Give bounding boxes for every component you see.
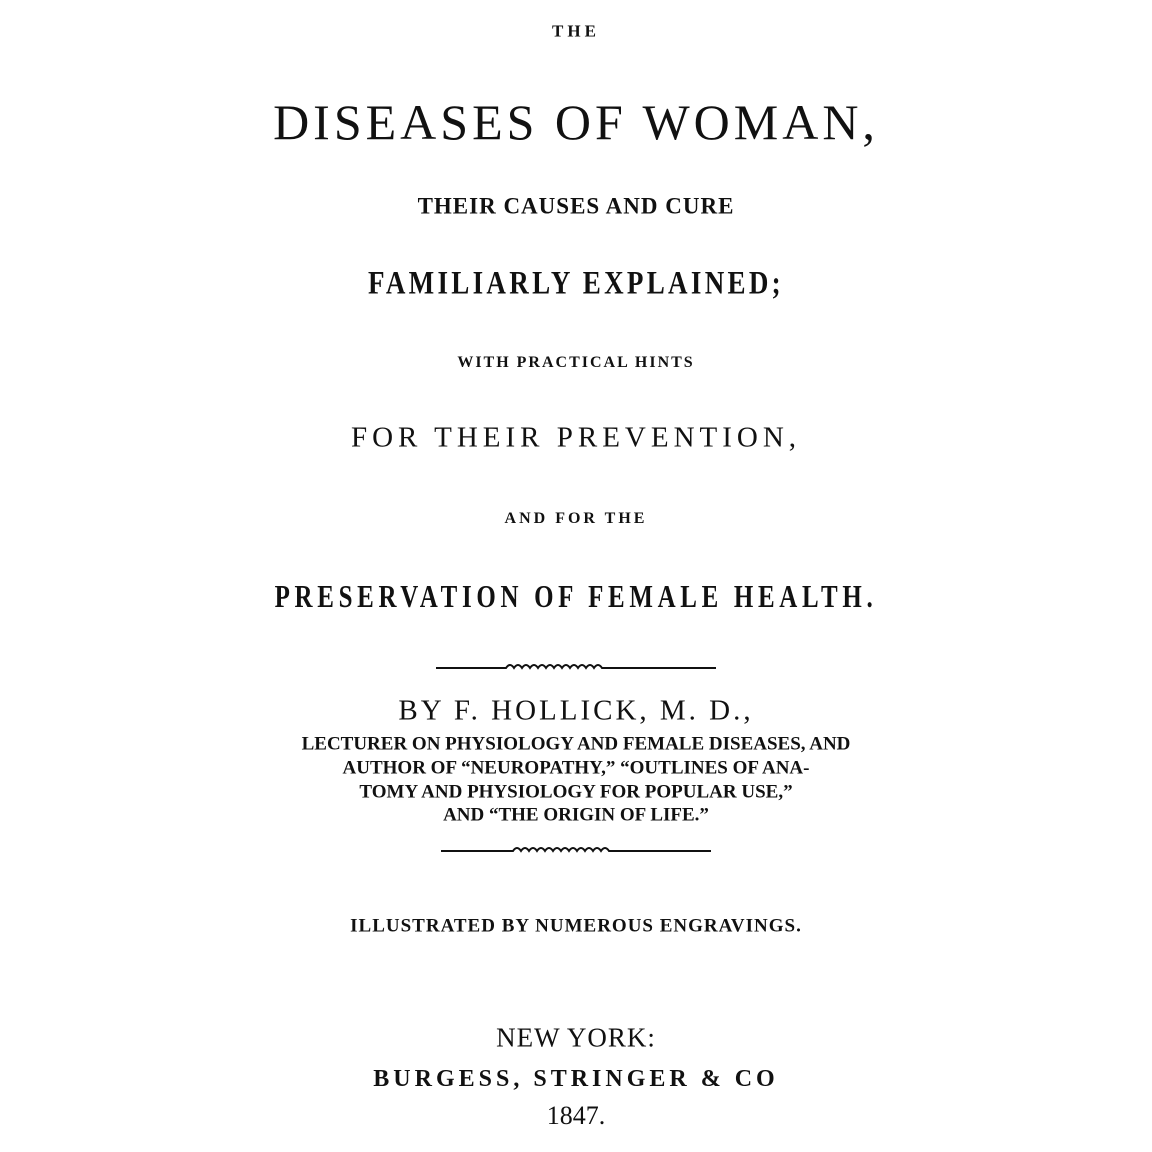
publisher: BURGESS, STRINGER & CO: [373, 1066, 779, 1092]
author-credential-line: AND “THE ORIGIN OF LIFE.”: [443, 804, 709, 826]
subtitle-and-for-the: AND FOR THE: [504, 510, 648, 527]
author-credential-line: TOMY AND PHYSIOLOGY FOR POPULAR USE,”: [359, 781, 793, 803]
author-name: BY F. HOLLICK, M. D.,: [398, 694, 754, 727]
wavy-rule-divider: [0, 843, 1152, 859]
subtitle-preservation: PRESERVATION OF FEMALE HEALTH.: [274, 578, 878, 614]
title-the: THE: [552, 21, 600, 41]
subtitle-explained: FAMILIARLY EXPLAINED;: [368, 265, 784, 302]
publication-place: NEW YORK:: [496, 1022, 656, 1053]
publication-year: 1847.: [546, 1101, 606, 1130]
illustrated-note: ILLUSTRATED BY NUMEROUS ENGRAVINGS.: [350, 915, 802, 937]
subtitle-prevention: FOR THEIR PREVENTION,: [350, 421, 802, 454]
book-title: DISEASES OF WOMAN,: [273, 94, 879, 150]
wavy-rule-divider: [0, 660, 1152, 676]
subtitle-causes: THEIR CAUSES AND CURE: [417, 193, 735, 219]
author-credential-line: AUTHOR OF “NEUROPATHY,” “OUTLINES OF ANA-: [342, 757, 810, 779]
author-credential-line: LECTURER ON PHYSIOLOGY AND FEMALE DISEASES, AND: [301, 733, 851, 755]
subtitle-hints: WITH PRACTICAL HINTS: [457, 354, 695, 371]
